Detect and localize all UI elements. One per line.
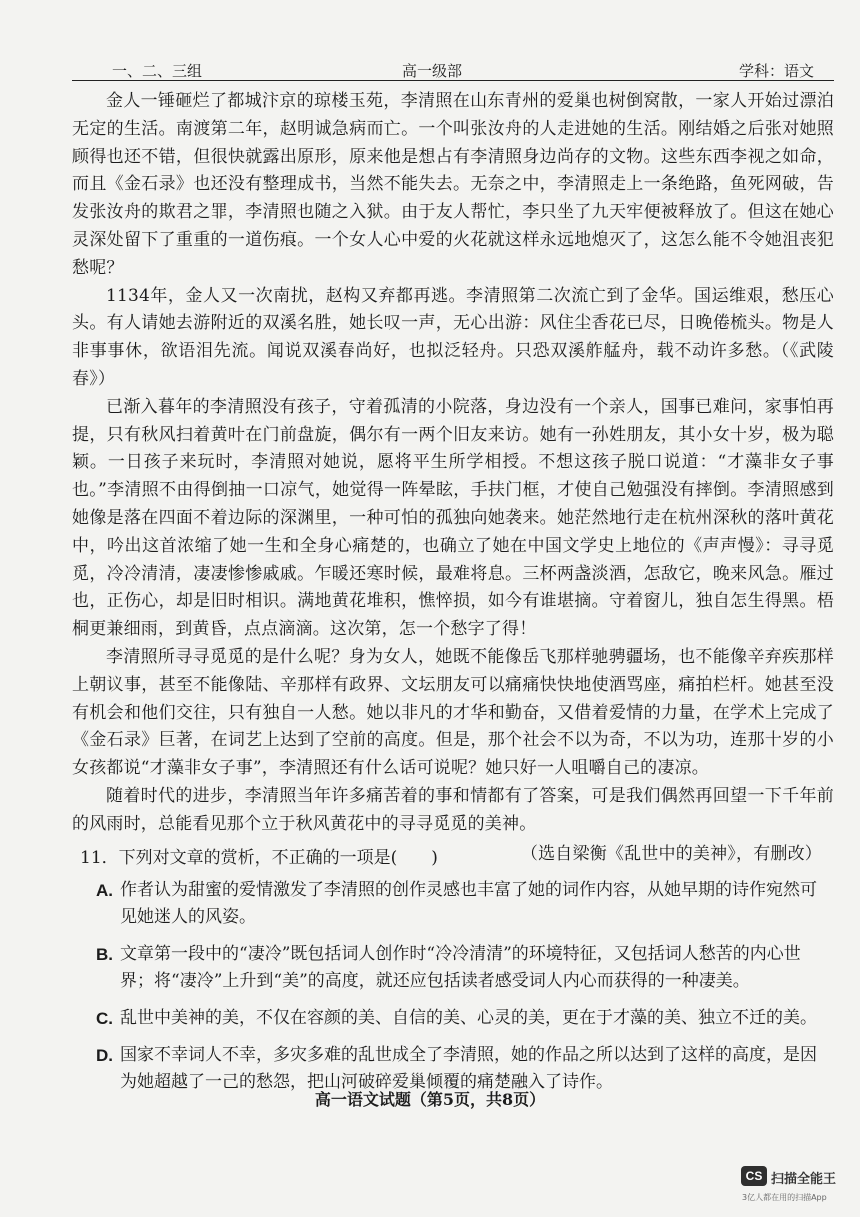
paragraph: 随着时代的进步，李清照当年许多痛苦着的事和情都有了答案，可是我们偶然再回望一下千年前的风雨时，总能看见那个立于秋风黄花中的寻寻觅觅的美神。 [72,785,834,834]
paragraph: 金人一锤砸烂了都城汴京的琼楼玉苑，李清照在山东青州的爱巢也树倒窝散，一家人开始过漂泊无定的生活。南渡第二年，赵明诚急病而亡。一个叫张汝舟的人走进她的生活。刚结婚之后张对她照顾得也还不错，但很快就露出原形，原来他是想占有李清照身边尚存的文物。这些东西李视之如命，而且《金石录》也还没有整理成书，当然不能失去。无奈之中，李清照走上一条绝路，鱼死网破，告发张汝舟的欺君之罪，李清照也随之入狱。由于友人帮忙，李只坐了九天牢便被释放了。但这在她心灵深处留下了重重的一道伤痕。一个女人心中爱的火花就这样永远地熄灭了，这怎么能不令她沮丧犯愁呢？ [72,91,834,278]
paragraph: 已渐入暮年的李清照没有孩子，守着孤清的小院落，身边没有一个亲人，国事已难问，家事怕再提，只有秋风扫着黄叶在门前盘旋，偶尔有一两个旧友来访。她有一孙姓朋友，其小女十岁，极为聪颖。一日孩子来玩时，李清照对她说，愿将平生所学相授。不想这孩子脱口说道：“才藻非女子事也。”李清照不由得倒抽一口凉气，她觉得一阵晕眩，手扶门框，才使自己勉强没有摔倒。李清照感到她像是落在四面不着边际的深渊里，一种可怕的孤独向她袭来。她茫然地行走在杭州深秋的落叶黄花中，吟出这首浓缩了她一生和全身心痛楚的，也确立了她在中国文学史上地位的《声声慢》：寻寻觅觅，冷冷清清，凄凄惨惨戚戚。乍暖还寒时候，最难将息。三杯两盏淡酒，怎敌它，晚来风急。雁过也，正伤心，却是旧时相识。满地黄花堆积，憔悴损，如今有谁堪摘。守着窗儿，独自怎生得黑。梧桐更兼细雨，到黄昏，点点滴滴。这次第，怎一个愁字了得！ [72,396,834,640]
option-b [72,941,820,995]
option-a [72,877,820,931]
option-label: D. [96,1046,113,1065]
option-label: C. [96,1009,113,1028]
option-text: 作者认为甜蜜的爱情激发了李清照的创作灵感也丰富了她的词作内容，从她早期的诗作宛然可见她迷人的风姿。 [120,880,817,927]
article-body [72,88,834,868]
page-header [72,60,834,80]
header-divider [72,80,834,81]
scanner-app-name: 扫描全能王 [771,1172,837,1187]
option-c [72,1005,820,1032]
option-text: 文章第一段中的“凄冷”既包括词人创作时“冷冷清清”的环境特征，又包括词人愁苦的内心世界；将“凄冷”上升到“美”的高度，就还应包括读者感受词人内心而获得的一种凄美。 [120,944,801,991]
paragraph: 李清照所寻寻觅觅的是什么呢？身为女人，她既不能像岳飞那样驰骋疆场，也不能像辛弃疾那样上朝议事，甚至不能像陆、辛那样有政界、文坛朋友可以痛痛快快地使酒骂座，痛拍栏杆。她甚至没有机会和他们交往，只有独自一人愁。她以非凡的才华和勤奋，又借着爱情的力量，在学术上完成了《金石录》巨著，在词艺上达到了空前的高度。但是，那个社会不以为奇，不以为功，连那十岁的小女孩都说“才藻非女子事”，李清照还有什么话可说呢？她只好一人咀嚼自己的凄凉。 [72,646,834,779]
scanner-tagline: 3亿人都在用的扫描App [742,1193,827,1202]
article-source: （选自梁衡《乱世中的美神》，有删改） [520,843,822,864]
option-text: 国家不幸词人不幸，多灾多难的乱世成全了李清照，她的作品之所以达到了这样的高度，是因为她超越了一己的愁怨，把山河破碎爱巢倾覆的痛楚融入了诗作。 [120,1045,817,1092]
question-11 [72,845,834,1106]
option-text: 乱世中美神的美，不仅在容颜的美、自信的美、心灵的美，更在于才藻的美、独立不迁的美。 [120,1008,817,1028]
page-footer: 高一语文试题（第5页，共8页） [314,1090,546,1109]
question-stem: 11．下列对文章的赏析，不正确的一项是( ) [80,848,438,868]
option-label: B. [96,945,113,964]
header-grade: 高一级部 [402,62,463,80]
option-label: A. [96,881,113,900]
header-subject: 学科：语文 [738,62,814,80]
scanner-logo-icon: CS [741,1166,767,1186]
paragraph: 1134年，金人又一次南扰，赵构又弃都再逃。李清照第二次流亡到了金华。国运维艰，愁压心头。有人请她去游附近的双溪名胜，她长叹一声，无心出游：风住尘香花已尽，日晚倦梳头。物是人非事事休，欲语泪先流。闻说双溪春尚好，也拟泛轻舟。只恐双溪舴艋舟，载不动许多愁。（《武陵春》） [72,285,834,389]
header-group: 一、二、三组 [112,62,203,80]
